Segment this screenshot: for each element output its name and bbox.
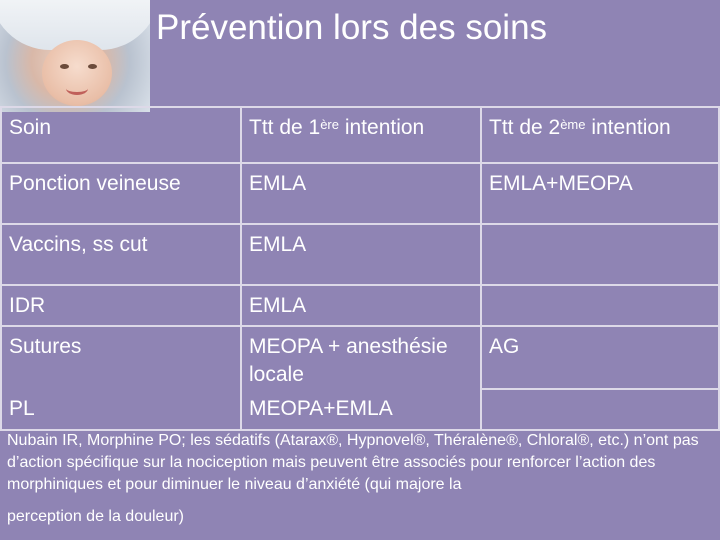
footnote-last-line: perception de la douleur)	[7, 508, 185, 525]
footnote-text: Nubain IR, Morphine PO; les sédatifs (Atarax®, Hypnovel®, Théralène®, Chloral®, etc.) n’ont pas d’action spécifique sur la nociception mais peuvent être associés pour renforcer l’action des morphiniques et pour diminuer le niveau d’anxiété (qui majore la	[7, 432, 699, 493]
header-ttt2-prefix: Ttt de 2	[489, 116, 561, 139]
cell-ttt1: EMLA	[241, 163, 481, 224]
header-ttt2-suffix: intention	[585, 116, 671, 139]
cell-ttt2: EMLA+MEOPA	[481, 163, 719, 224]
cell-soin: Sutures	[1, 326, 241, 389]
header-ttt1-suffix: intention	[339, 116, 425, 139]
left-eye-shape	[60, 64, 69, 69]
header-ttt2	[481, 107, 719, 163]
cell-soin: PL	[1, 389, 241, 430]
cell-ttt2: AG	[481, 326, 719, 389]
table-header-row	[1, 107, 719, 163]
cell-ttt1: MEOPA+EMLA	[241, 389, 481, 430]
table-row	[1, 389, 719, 430]
header-ttt1	[241, 107, 481, 163]
mouth-shape	[66, 82, 88, 95]
cell-ttt2	[481, 285, 719, 326]
soins-table	[0, 106, 720, 431]
cell-ttt2	[481, 389, 719, 430]
table-row	[1, 224, 719, 285]
table-row	[1, 326, 719, 389]
cell-ttt1: MEOPA + anesthésie locale	[241, 326, 481, 389]
cell-soin: IDR	[1, 285, 241, 326]
right-eye-shape	[88, 64, 97, 69]
baby-photo	[0, 0, 150, 112]
table-row	[1, 285, 719, 326]
table-row	[1, 163, 719, 224]
slide-title: Prévention lors des soins	[156, 8, 548, 47]
header-soin: Soin	[1, 107, 241, 163]
cell-soin: Ponction veineuse	[1, 163, 241, 224]
footnote	[7, 430, 717, 528]
header-ttt2-sup: ème	[560, 117, 586, 132]
cell-soin: Vaccins, ss cut	[1, 224, 241, 285]
header-ttt1-sup: ère	[320, 117, 339, 132]
cell-ttt2	[481, 224, 719, 285]
cell-ttt1: EMLA	[241, 224, 481, 285]
header-ttt1-prefix: Ttt de 1	[249, 116, 321, 139]
cell-ttt1: EMLA	[241, 285, 481, 326]
baby-face-shape	[42, 40, 112, 106]
